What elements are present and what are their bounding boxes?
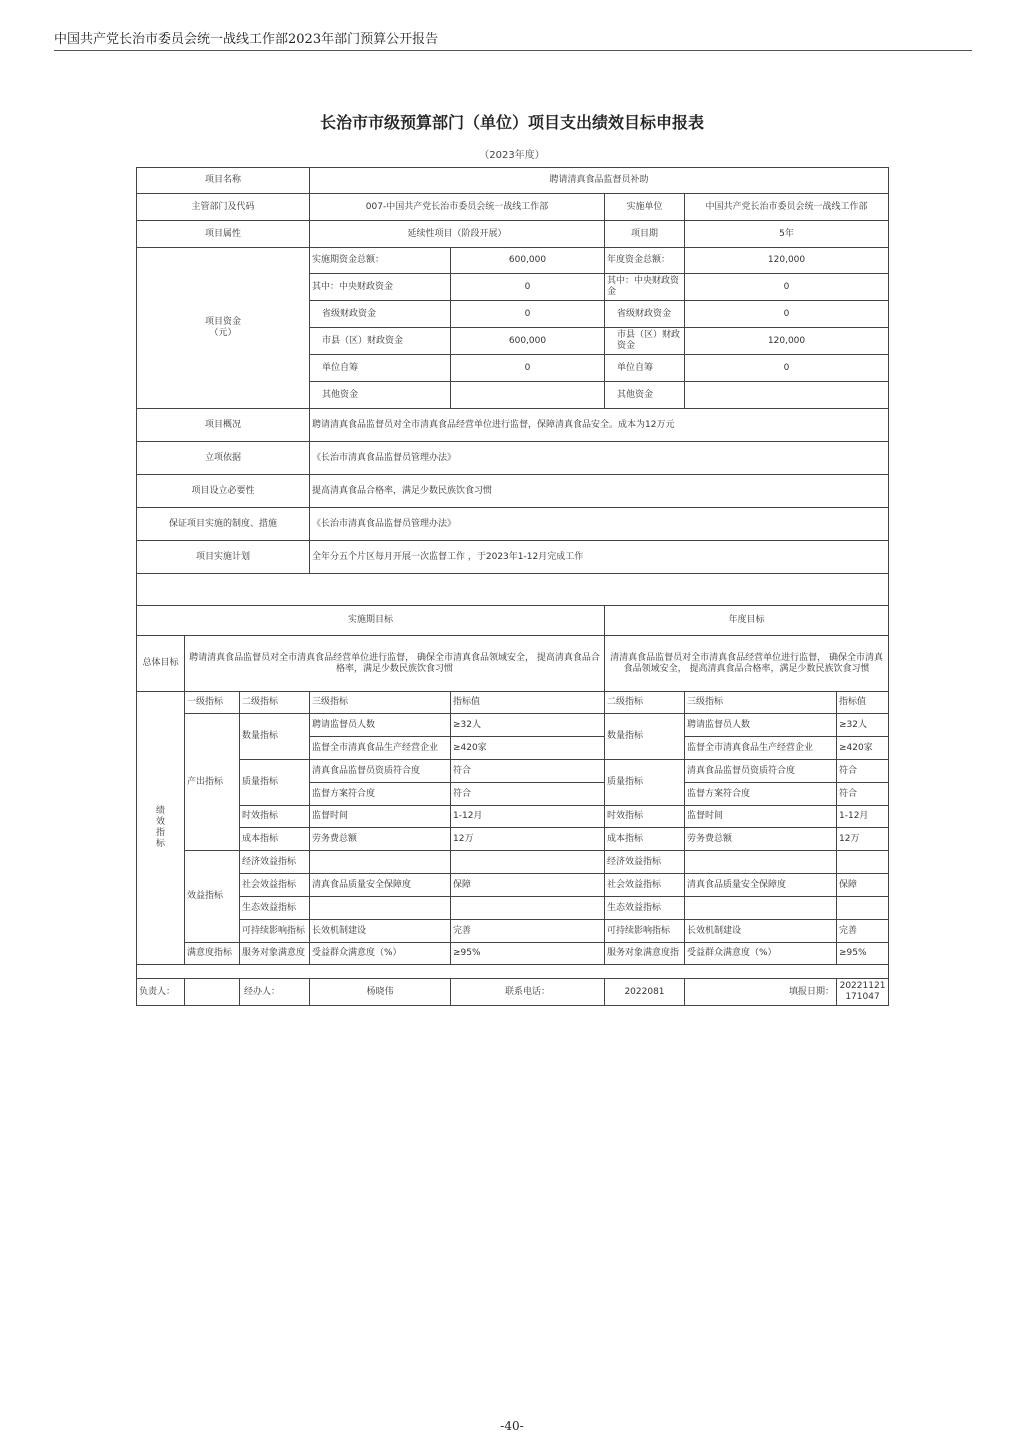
time-indicator-annual: 时效指标 (605, 806, 685, 828)
qty-b-value: ≥420家 (451, 737, 605, 760)
qty-a-value: ≥32人 (451, 714, 605, 737)
project-name-label: 项目名称 (137, 168, 310, 194)
satisfaction-indicator-label: 满意度指标 (185, 943, 240, 965)
blank-row (137, 574, 889, 606)
cost-a-value: 12万 (451, 828, 605, 851)
serve-a-value-annual: ≥95% (837, 943, 889, 965)
funds-province-value-annual: 0 (685, 301, 889, 328)
header-level3-annual: 三级指标 (685, 692, 837, 714)
funds-total-label: 实施期资金总额： (310, 248, 451, 274)
sustain-a-value-annual: 完善 (837, 920, 889, 943)
funds-city-label: 市县（区）财政资金 (310, 328, 451, 355)
dept-value: 007-中国共产党长治市委员会统一战线工作部 (310, 194, 605, 221)
funds-other-label-annual: 其他资金 (605, 382, 685, 409)
header-level1: 一级指标 (185, 692, 240, 714)
period-label: 项目期 (605, 221, 685, 248)
header-value-annual: 指标值 (837, 692, 889, 714)
quality-indicator-annual: 质量指标 (605, 760, 685, 806)
serve-a-value: ≥95% (451, 943, 605, 965)
eco-a (310, 897, 451, 920)
quality-b-value: 符合 (451, 783, 605, 806)
basis-value: 《长治市清真食品监督员管理办法》 (310, 442, 889, 475)
qty-a-annual: 聘请监督员人数 (685, 714, 837, 737)
header-level3: 三级指标 (310, 692, 451, 714)
quality-a: 清真食品监督员资质符合度 (310, 760, 451, 783)
plan-value: 全年分五个片区每月开展一次监督工作 ，于2023年1-12月完成工作 (310, 541, 889, 574)
social-a: 清真食品质量安全保障度 (310, 874, 451, 897)
econ-a-value (451, 851, 605, 874)
overall-target-label: 总体目标 (137, 636, 185, 692)
performance-indicators-label: 绩 效 指 标 (137, 692, 185, 965)
page-header: 中国共产党长治市委员会统一战线工作部2023年部门预算公开报告 (54, 32, 439, 47)
funds-province-label-annual: 省级财政资金 (605, 301, 685, 328)
funds-self-label: 单位自筹 (310, 355, 451, 382)
overview-value: 聘请清真食品监督员对全市清真食品经营单位进行监督，保障清真食品安全。成本为12万元 (310, 409, 889, 442)
funds-self-value-annual: 0 (685, 355, 889, 382)
time-a: 监督时间 (310, 806, 451, 828)
social-indicator: 社会效益指标 (240, 874, 310, 897)
header-divider (54, 50, 972, 51)
serve-indicator: 服务对象满意度 (240, 943, 310, 965)
social-a-annual: 清真食品质量安全保障度 (685, 874, 837, 897)
cost-a-annual: 劳务费总额 (685, 828, 837, 851)
econ-a (310, 851, 451, 874)
dept-label: 主管部门及代码 (137, 194, 310, 221)
time-indicator: 时效指标 (240, 806, 310, 828)
header-level2-annual: 二级指标 (605, 692, 685, 714)
funds-central-label: 其中：中央财政资金 (310, 274, 451, 301)
output-indicator-label: 产出指标 (185, 714, 240, 851)
sustain-indicator-annual: 可持续影响指标 (605, 920, 685, 943)
responsible-label: 负责人： (137, 979, 185, 1006)
qty-a: 聘请监督员人数 (310, 714, 451, 737)
qty-b-annual: 监督全市清真食品生产经营企业 (685, 737, 837, 760)
econ-a-annual (685, 851, 837, 874)
funds-province-label: 省级财政资金 (310, 301, 451, 328)
date-label: 填报日期： (685, 979, 837, 1006)
qty-b: 监督全市清真食品生产经营企业 (310, 737, 451, 760)
qty-indicator-annual: 数量指标 (605, 714, 685, 760)
quality-a-annual: 清真食品监督员资质符合度 (685, 760, 837, 783)
quality-a-value-annual: 符合 (837, 760, 889, 783)
sustain-a-annual: 长效机制建设 (685, 920, 837, 943)
performance-target-form (136, 167, 889, 1006)
plan-label: 项目实施计划 (137, 541, 310, 574)
page-number: -40- (500, 1419, 524, 1433)
funds-annual-label: 年度资金总额： (605, 248, 685, 274)
eco-indicator-annual: 生态效益指标 (605, 897, 685, 920)
funds-other-value (451, 382, 605, 409)
funds-self-label-annual: 单位自筹 (605, 355, 685, 382)
eco-indicator: 生态效益指标 (240, 897, 310, 920)
necessity-value: 提高清真食品合格率，满足少数民族饮食习惯 (310, 475, 889, 508)
time-a-value: 1-12月 (451, 806, 605, 828)
sustain-a: 长效机制建设 (310, 920, 451, 943)
cost-indicator-annual: 成本指标 (605, 828, 685, 851)
quality-a-value: 符合 (451, 760, 605, 783)
econ-indicator: 经济效益指标 (240, 851, 310, 874)
necessity-label: 项目设立必要性 (137, 475, 310, 508)
page-subtitle: （2023年度） (479, 150, 545, 161)
header-value: 指标值 (451, 692, 605, 714)
sustain-indicator: 可持续影响指标 (240, 920, 310, 943)
funds-total-value: 600,000 (451, 248, 605, 274)
time-a-value-annual: 1-12月 (837, 806, 889, 828)
annual-target-label: 年度目标 (605, 606, 889, 636)
measures-value: 《长治市清真食品监督员管理办法》 (310, 508, 889, 541)
overall-target-annual: 清清真食品监督员对全市清真食品经营单位进行监督， 确保全市清真食品领域安全， 提高清真食品合格率，满足少数民族饮食习惯 (605, 636, 889, 692)
quality-b-annual: 监督方案符合度 (685, 783, 837, 806)
social-indicator-annual: 社会效益指标 (605, 874, 685, 897)
funds-central-value: 0 (451, 274, 605, 301)
attr-value: 延续性项目（阶段开展） (310, 221, 605, 248)
funds-other-label: 其他资金 (310, 382, 451, 409)
benefit-indicator-label: 效益指标 (185, 851, 240, 943)
header-level2: 二级指标 (240, 692, 310, 714)
time-a-annual: 监督时间 (685, 806, 837, 828)
quality-b-value-annual: 符合 (837, 783, 889, 806)
social-a-value-annual: 保障 (837, 874, 889, 897)
quality-b: 监督方案符合度 (310, 783, 451, 806)
phone-label: 联系电话： (451, 979, 605, 1006)
impl-unit-value: 中国共产党长治市委员会统一战线工作部 (685, 194, 889, 221)
handler-value: 杨晓伟 (310, 979, 451, 1006)
qty-a-value-annual: ≥32人 (837, 714, 889, 737)
funds-province-value: 0 (451, 301, 605, 328)
funds-central-label-annual: 其中：中央财政资金 (605, 274, 685, 301)
serve-indicator-annual: 服务对象满意度指 (605, 943, 685, 965)
impl-target-label: 实施期目标 (137, 606, 605, 636)
serve-a-annual: 受益群众满意度（%） (685, 943, 837, 965)
sustain-a-value: 完善 (451, 920, 605, 943)
funds-city-value: 600,000 (451, 328, 605, 355)
attr-label: 项目属性 (137, 221, 310, 248)
spacer-row (137, 965, 889, 979)
funds-other-value-annual (685, 382, 889, 409)
period-value: 5年 (685, 221, 889, 248)
econ-indicator-annual: 经济效益指标 (605, 851, 685, 874)
overview-label: 项目概况 (137, 409, 310, 442)
funds-city-value-annual: 120,000 (685, 328, 889, 355)
funds-city-label-annual: 市县（区）财政资金 (605, 328, 685, 355)
funds-self-value: 0 (451, 355, 605, 382)
eco-a-value-annual (837, 897, 889, 920)
responsible-value (185, 979, 240, 1006)
cost-a-value-annual: 12万 (837, 828, 889, 851)
econ-a-value-annual (837, 851, 889, 874)
funds-label: 项目资金 （元） (137, 248, 310, 409)
cost-indicator: 成本指标 (240, 828, 310, 851)
cost-a: 劳务费总额 (310, 828, 451, 851)
phone-value: 2022081 (605, 979, 685, 1006)
qty-b-value-annual: ≥420家 (837, 737, 889, 760)
date-value: 20221121171047 (837, 979, 889, 1006)
eco-a-value (451, 897, 605, 920)
handler-label: 经办人： (240, 979, 310, 1006)
funds-central-value-annual: 0 (685, 274, 889, 301)
social-a-value: 保障 (451, 874, 605, 897)
quality-indicator: 质量指标 (240, 760, 310, 806)
basis-label: 立项依据 (137, 442, 310, 475)
project-name-value: 聘请清真食品监督员补助 (310, 168, 889, 194)
overall-target-impl: 聘请清真食品监督员对全市清真食品经营单位进行监督， 确保全市清真食品领域安全， 提高清真食品合格率，满足少数民族饮食习惯 (185, 636, 605, 692)
eco-a-annual (685, 897, 837, 920)
page-title: 长治市市级预算部门（单位）项目支出绩效目标申报表 (319, 113, 704, 132)
funds-annual-value: 120,000 (685, 248, 889, 274)
measures-label: 保证项目实施的制度、措施 (137, 508, 310, 541)
qty-indicator: 数量指标 (240, 714, 310, 760)
serve-a: 受益群众满意度（%） (310, 943, 451, 965)
impl-unit-label: 实施单位 (605, 194, 685, 221)
